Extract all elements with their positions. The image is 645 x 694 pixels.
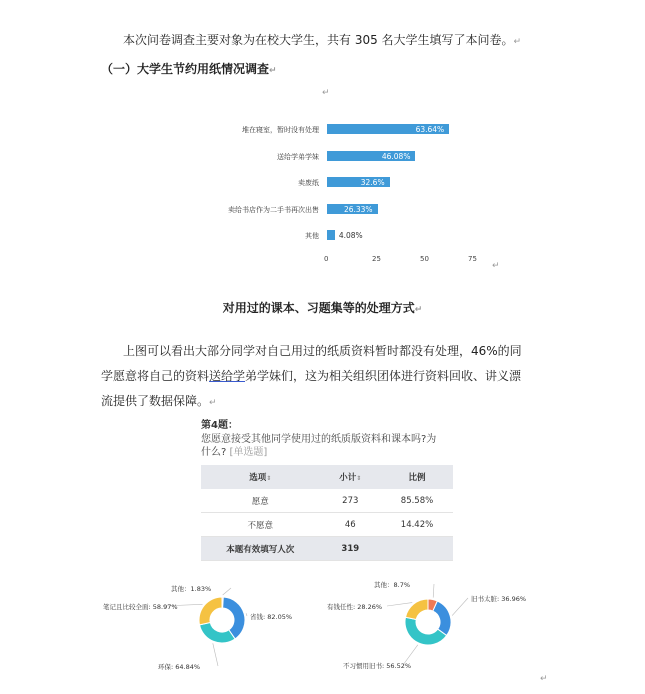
bar (327, 230, 335, 240)
bar-chart (0, 86, 645, 276)
result-table (201, 465, 453, 561)
donut-leader-line (246, 613, 247, 616)
intro-line: 本次问卷调查主要对象为在校大学生，共有 305 名大学生填写了本问卷。↵ (123, 33, 522, 47)
donut-leader-line (433, 584, 434, 598)
donut-area (0, 570, 645, 690)
sort-icon: ⇕ (356, 475, 362, 482)
question-text-2: 什么? [单选题] (201, 447, 268, 458)
x-tick-label: 25 (372, 255, 381, 263)
donut-charts (0, 570, 645, 690)
donut-slice-label: 省钱: 82.05% (250, 613, 293, 621)
bar-value-label: 63.64% (415, 125, 445, 134)
end-mark: ↵ (540, 674, 548, 684)
donut-slice-label: 其他：1.83% (171, 585, 212, 593)
x-tick-label: 50 (420, 255, 429, 263)
bar-category-label: 送给学弟学妹 (277, 152, 319, 161)
donut-slice-label: 不习惯用旧书: 56.52% (343, 662, 412, 670)
donut-slice-label: 其他：8.7% (374, 581, 411, 589)
donut-slice (433, 601, 451, 636)
bar-value-label: 32.6% (360, 178, 385, 187)
bar-category-label: 其他 (305, 232, 319, 240)
question-title: 第4题： (201, 420, 238, 431)
donut-leader-line (452, 598, 468, 616)
donut-leader-line (213, 643, 218, 666)
table-row: 不愿意 46 14.42% (201, 513, 453, 537)
header-ratio: 比例 (381, 465, 453, 489)
bar-value-label: 46.08% (381, 151, 411, 161)
header-option[interactable]: 选项⇕ (201, 465, 320, 489)
para-line-3: 流提供了数据保障。↵ (101, 394, 217, 408)
x-tick-label: 75 (468, 255, 477, 263)
bar-value-label: 26.33% (343, 204, 373, 214)
chart-top-mark: ↵ (322, 88, 330, 98)
bar-category-label: 堆在寝室，暂时没有处理 (242, 126, 319, 134)
bar-category-label: 卖给书店作为二手书再次出售 (228, 205, 319, 214)
bar-category-label: 卖废纸 (298, 179, 319, 187)
donut-slice (199, 597, 222, 625)
donut-slice (406, 599, 428, 620)
header-count[interactable]: 小计⇕ (320, 465, 381, 489)
body-paragraph (101, 341, 561, 413)
donut-slice-label: 环保: 64.84% (158, 663, 201, 671)
chart-right-mark: ↵ (492, 261, 500, 271)
section-heading: （一）大学生节约用纸情况调查↵ (101, 62, 277, 76)
para-line-2: 学愿意将自己的资料送给学弟学妹们，这为相关组织团体进行资料回收、讲义漂 (101, 369, 522, 383)
sort-icon: ⇕ (266, 475, 272, 482)
donut-slice-label: 笔记且比较全面: 58.97% (103, 603, 178, 611)
table-row: 愿意 273 85.58% (201, 489, 453, 513)
question-card (201, 416, 453, 561)
para-line-1: 上图可以看出大部分同学对自己用过的纸质资料暂时都没有处理，46%的同 (123, 344, 522, 358)
bar-value-label: 4.08% (338, 231, 363, 240)
donut-slice-label: 有钱任性: 28.26% (327, 603, 383, 611)
donut-slice-label: 旧书太脏: 36.96% (471, 595, 527, 603)
donut-leader-line (387, 603, 412, 606)
donut-leader-line (223, 588, 231, 595)
question-text-1: 您愿意接受其他同学使用过的纸质版资料和课本吗?为 (201, 434, 437, 445)
chart-caption: 对用过的课本、习题集等的处理方式↵ (222, 301, 423, 315)
x-tick-label: 0 (324, 255, 329, 263)
table-total-row: 本题有效填写人次 319 (201, 537, 453, 561)
donut-slice (200, 623, 236, 643)
